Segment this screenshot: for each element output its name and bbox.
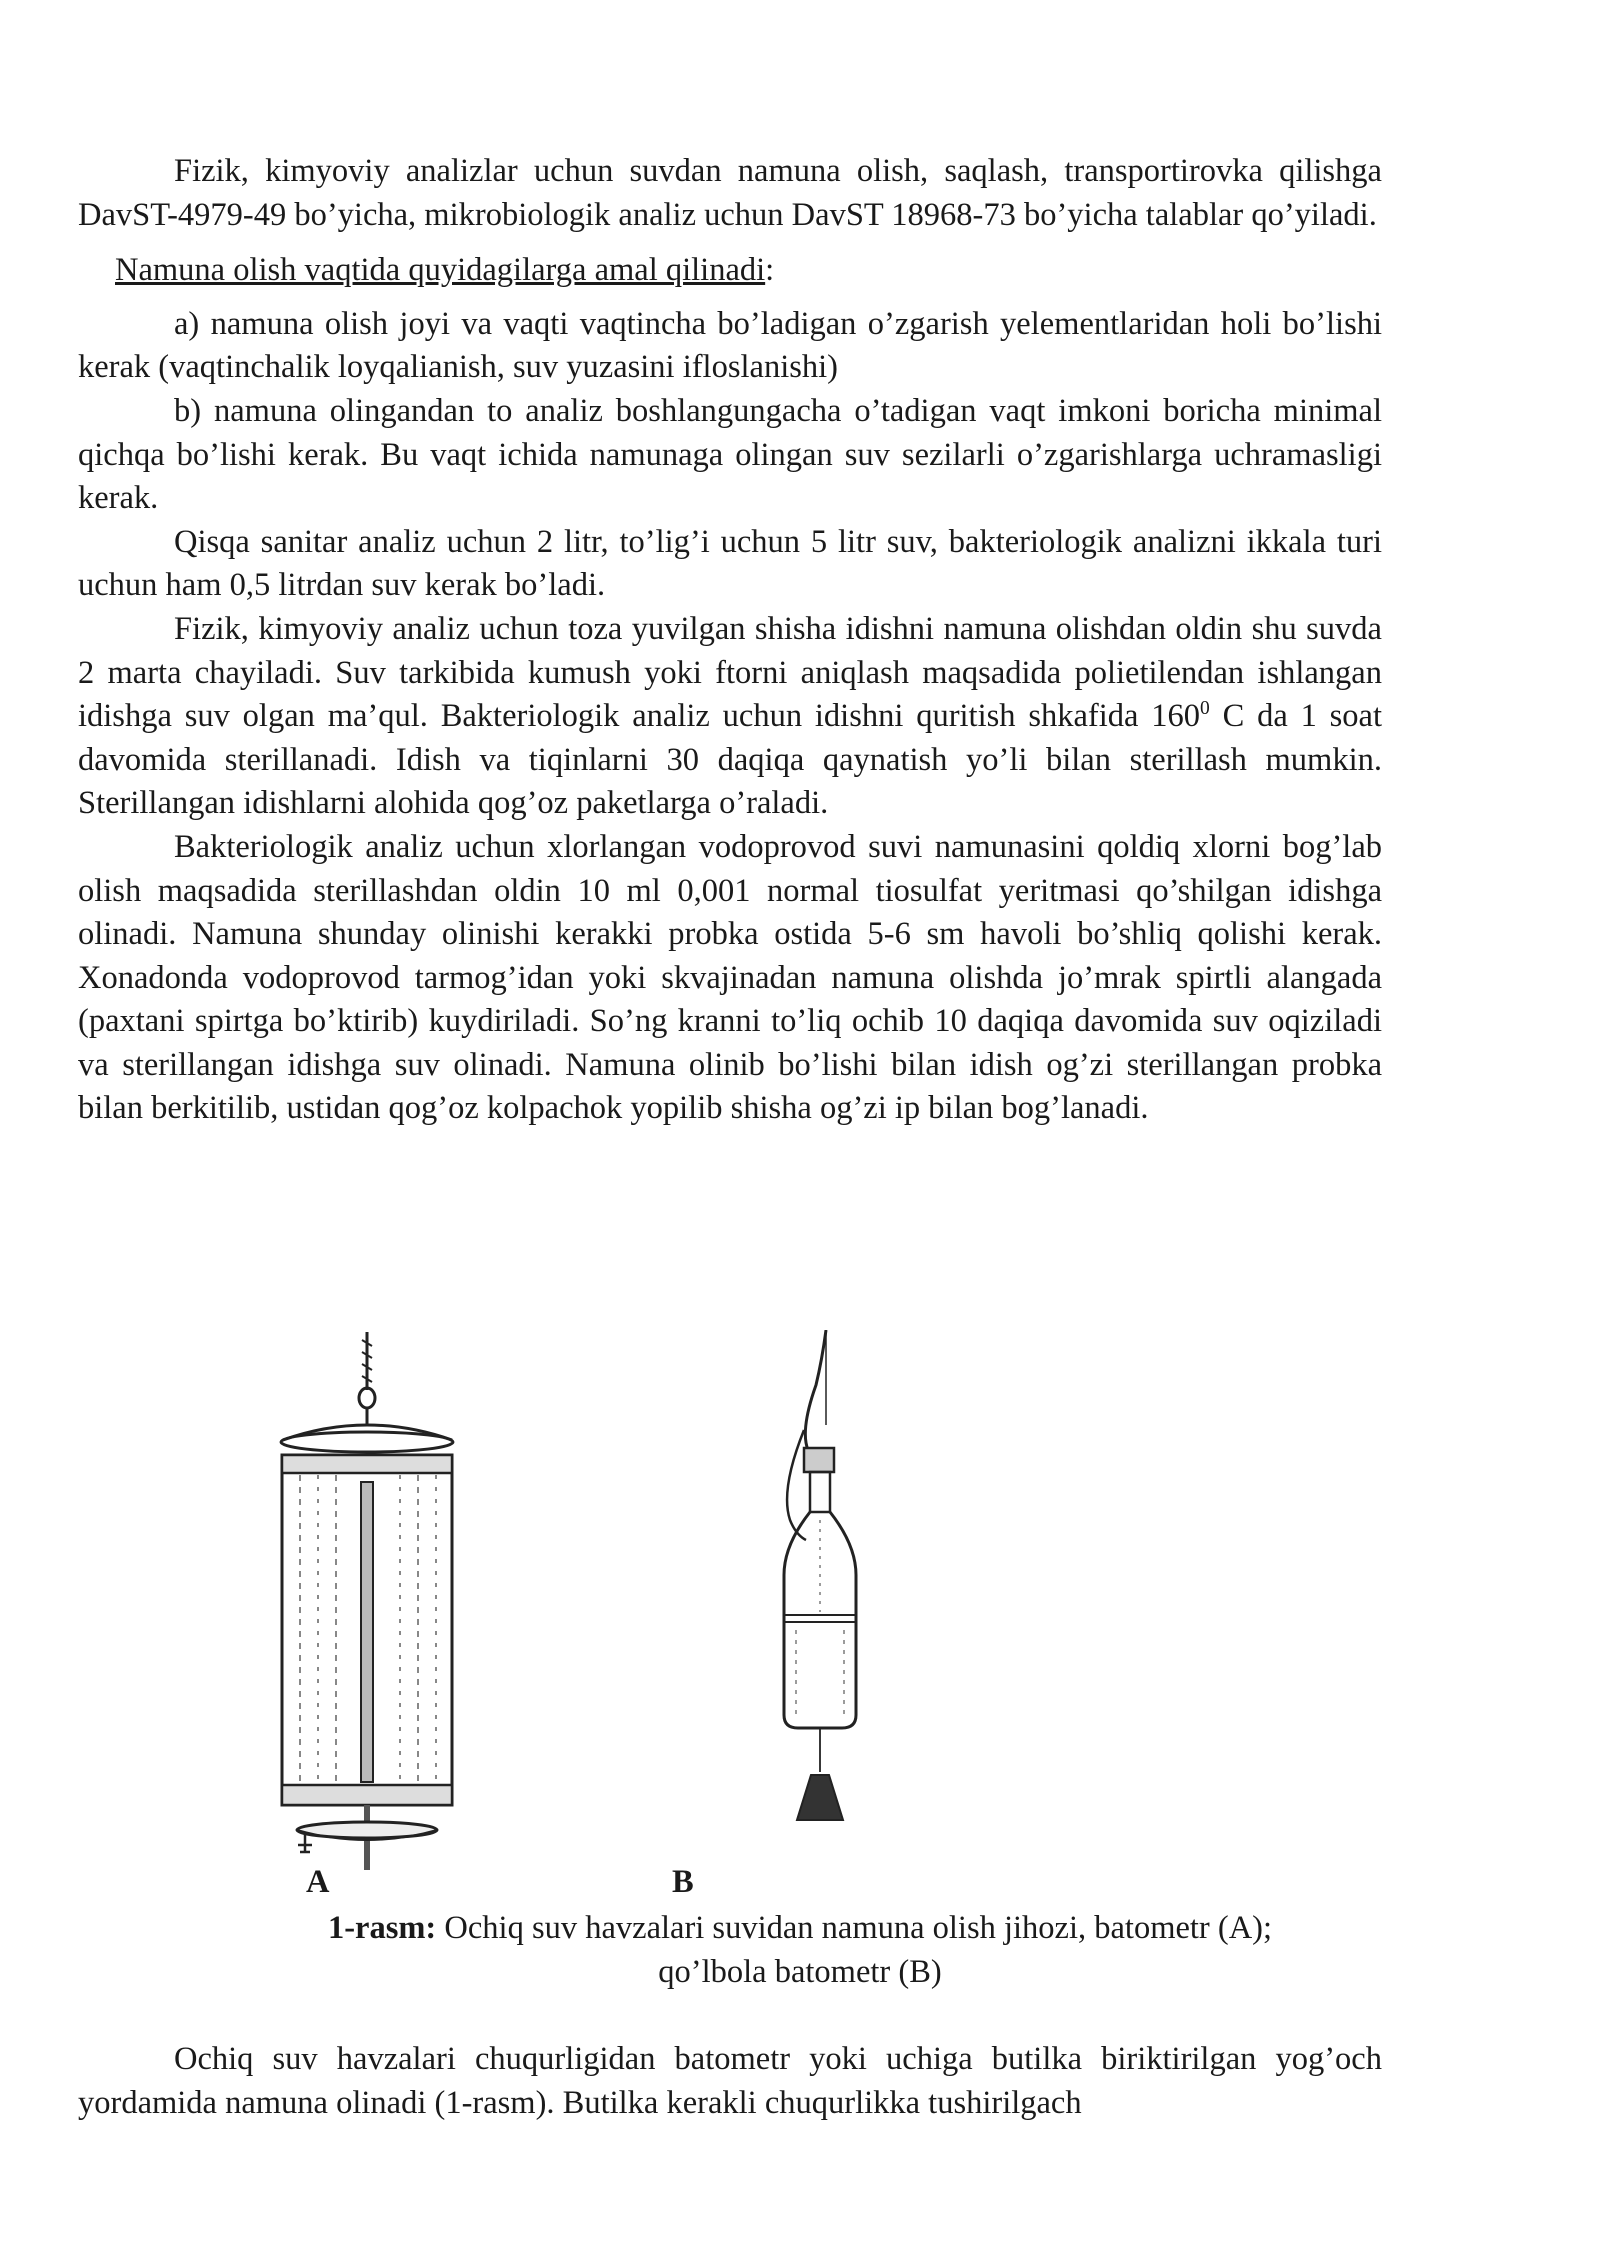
degree-superscript: 0: [1200, 698, 1210, 720]
section-heading-colon: :: [765, 252, 775, 289]
section-heading: [115, 249, 1382, 293]
figure-caption-number: 1-rasm:: [327, 1910, 437, 1946]
figure-batometers: [0, 1330, 1600, 1870]
batometer-a-illustration: [281, 1332, 453, 1870]
document-body-continued: [78, 2038, 1382, 2125]
figure-caption-line2: qo’lbola batometr (B): [658, 1954, 942, 1990]
batometer-b-illustration: [784, 1330, 856, 1820]
paragraph-sampling-depth: Ochiq suv havzalari chuqurligidan batometr yoki uchiga butilka biriktirilgan yog’och yordamida namuna olinadi (1-rasm). Butilka kerakli chuqurlikka tushirilgach: [78, 2041, 1382, 2121]
list-item-a: a) namuna olish joyi va vaqti vaqtincha bo’ladigan o’zgarish yelementlaridan holi bo’lishi kerak (vaqtinchalik loyqalianish, suv yuzasini ifloslanishi): [78, 305, 1382, 386]
figure-caption-text: Ochiq suv havzalari suvidan namuna olish jihozi, batometr (A);: [436, 1910, 1273, 1946]
paragraph-washing-part1: Fizik, kimyoviy analiz uchun toza yuvilgan shisha idishni namuna olishdan oldin shu suvda 2 marta chayiladi. Suv tarkibida kumush yoki ftorni aniqlash maqsadida polietilendan ishlangan idishga suv olgan ma’qul. Bakteriologik analiz uchun idishni quritish shkafida 160: [78, 610, 1382, 735]
section-heading-text: Namuna olish vaqtida quyidagilarga amal qilinadi: [115, 252, 766, 289]
figure-label-a: A: [306, 1864, 330, 1900]
list-item-b: b) namuna olingandan to analiz boshlangungacha o’tadigan vaqt imkoni boricha minimal qichqa bo’lishi kerak. Bu vaqt ichida namunaga olingan suv sezilarli o’zgarishlarga uchramasligi kerak.: [78, 392, 1382, 517]
figure-label-b: B: [672, 1864, 694, 1900]
figure-caption-line1: [0, 1906, 1600, 1950]
paragraph-standards: Fizik, kimyoviy analizlar uchun suvdan namuna olish, saqlash, transportirovka qilishga DavST-4979-49 bo’yicha, mikrobiologik analiz uchun DavST 18968-73 bo’yicha talablar qo’yiladi.: [78, 153, 1382, 233]
paragraph-washing: [78, 608, 1382, 826]
document-body: [78, 150, 1382, 1131]
figure-caption: [0, 1906, 1600, 1994]
paragraph-washing-part2: C da 1 soat davomida sterillanadi. Idish va tiqinlarni 30 daqiqa qaynatish yo’li bilan sterillash mumkin. Sterillangan idishlarni alohida qog’oz paketlarga o’raladi.: [78, 698, 1382, 822]
paragraph-bacteriological: Bakteriologik analiz uchun xlorlangan vodoprovod suvi namunasini qoldiq xlorni bog’lab olish maqsadida sterillashdan oldin 10 ml 0,001 normal tiosulfat yeritmasi qo’shilgan idishga olinadi. Namuna shunday olinishi kerakki probka ostida 5-6 sm havoli bo’shliq qolishi kerak. Xonadonda vodoprovod tarmog’idan yoki skvajinadan namuna olishda jo’mrak spirtli alangada (paxtani spirtga bo’ktirib) kuydiriladi. So’ng kranni to’liq ochib 10 daqiqa davomida suv oqiziladi va sterillangan idishga suv olinadi. Namuna olinib bo’lishi bilan idish og’zi sterillangan probka bilan berkitilib, ustidan qog’oz kolpachok yopilib shisha og’zi ip bilan bog’lanadi.: [78, 828, 1382, 1127]
paragraph-volume: Qisqa sanitar analiz uchun 2 litr, to’lig’i uchun 5 litr suv, bakteriologik analizni ikkala turi uchun ham 0,5 litrdan suv kerak bo’ladi.: [78, 523, 1382, 604]
